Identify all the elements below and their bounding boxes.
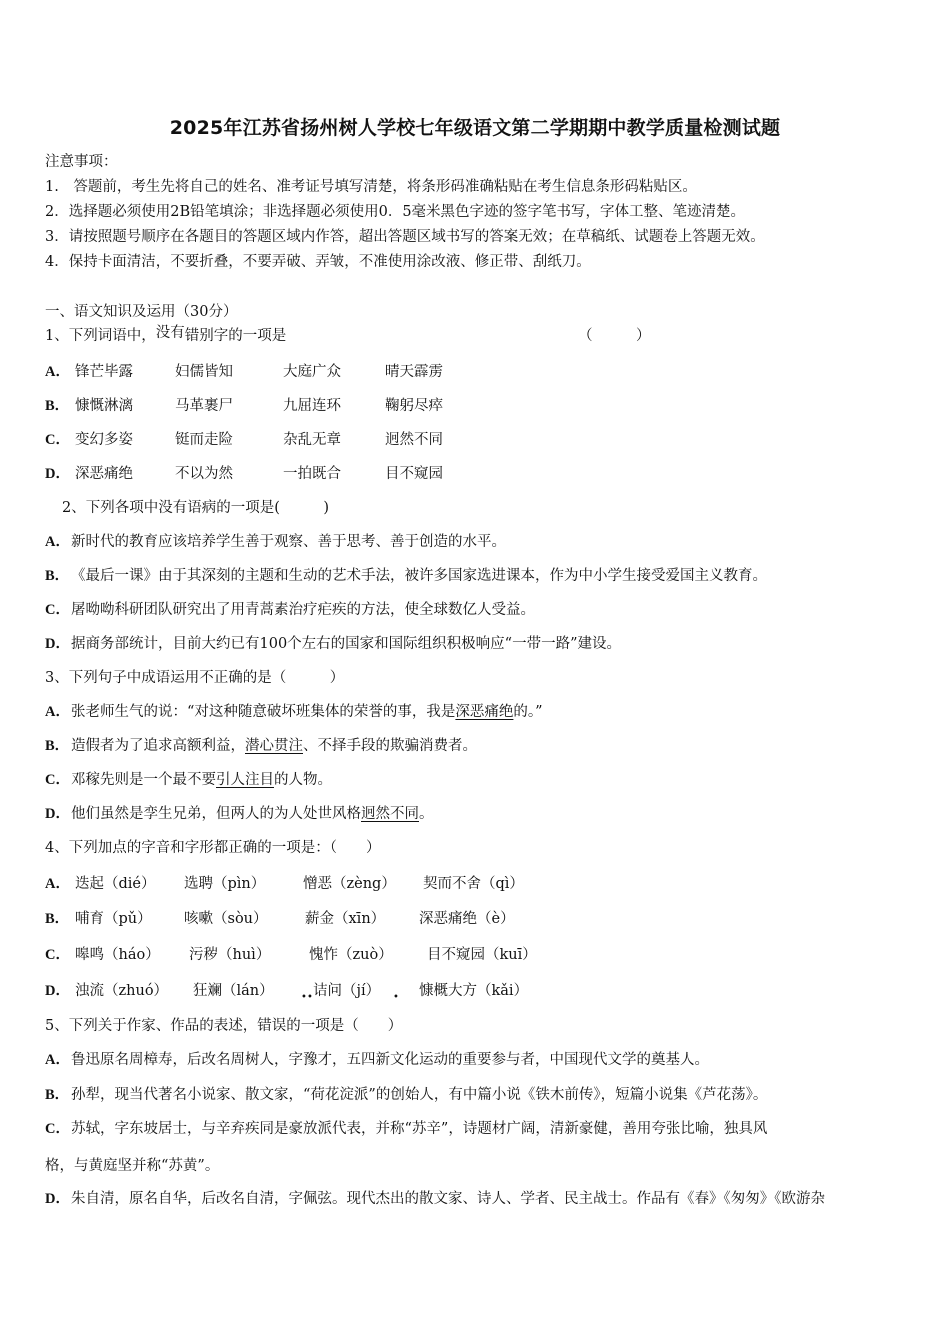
stem-part: 1、下列词语中， (45, 328, 156, 344)
word: 鞠躬尽瘁 (385, 398, 443, 414)
word: 慷慨淋漓 (75, 398, 133, 414)
option-text: 的。” (513, 704, 543, 720)
option-text: 的人物。 (274, 772, 332, 788)
word: 锋芒毕露 (75, 364, 133, 380)
option-line (45, 634, 621, 654)
option-label: C． (45, 432, 70, 448)
stem-emphasis: 没有 (155, 325, 185, 341)
question-3-stem: 3、下列句子中成语运用不正确的是（ ） (45, 670, 345, 686)
option-line (45, 566, 767, 586)
option-line-continued: 格，与黄庭坚并称“苏黄”。 (45, 1158, 220, 1174)
emphasis-dot: • (307, 992, 313, 1003)
option-label: C． (45, 772, 70, 788)
pinyin-item: 浊流（zhuó） (75, 983, 169, 999)
word: 铤而走险 (175, 432, 233, 448)
pinyin-item: 污秽（huì） (189, 947, 271, 963)
option-line (45, 1119, 767, 1139)
option-line (45, 770, 332, 790)
option-line (45, 1050, 709, 1070)
pinyin-item: 契而不舍（qì） (423, 876, 524, 892)
option-line (45, 1085, 767, 1105)
option-line (45, 702, 543, 722)
notice-heading: 注意事项： (45, 154, 118, 170)
option-label: B． (45, 1087, 70, 1103)
option-label: B． (45, 911, 70, 927)
option-label: B． (45, 738, 70, 754)
option-text: 据商务部统计，目前大约已有100个左右的国家和国际组织积极响应“一带一路”建设。 (71, 636, 621, 652)
option-label: D． (45, 983, 70, 999)
pinyin-item: 选聘（pìn） (184, 876, 266, 892)
pinyin-item: 诘问（jí） (313, 983, 381, 999)
word: 晴天霹雳 (385, 364, 443, 380)
pinyin-item: 深恶痛绝（è） (419, 911, 515, 927)
option-line (45, 804, 434, 824)
option-text: 苏轼，字东坡居士，与辛弃疾同是豪放派代表，并称“苏辛”，诗题材广阔，清新豪健，善用夸张比喻，独具风 (71, 1121, 768, 1137)
underlined-idiom: 深恶痛绝 (455, 704, 514, 720)
option-label: B． (45, 568, 70, 584)
option-label: A． (45, 704, 70, 720)
option-text: 新时代的教育应该培养学生善于观察、善于思考、善于创造的水平。 (71, 534, 506, 550)
option-text: 邓稼先则是一个最不要 (71, 772, 216, 788)
option-text: 屠呦呦科研团队研究出了用青蒿素治疗疟疾的方法，使全球数亿人受益。 (71, 602, 535, 618)
option-label: A． (45, 876, 70, 892)
pinyin-item: 迭起（dié） (75, 876, 156, 892)
option-label: A． (45, 1052, 70, 1068)
option-text: 孙犁，现当代著名小说家、散文家，“荷花淀派”的创始人，有中篇小说《铁木前传》，短篇小说集《芦花荡》。 (71, 1087, 768, 1103)
underlined-idiom: 引人注目 (216, 772, 274, 788)
section-heading: 一、语文知识及运用（30分） (45, 304, 238, 320)
answer-paren: （ ） (578, 328, 651, 344)
option-text: 朱自清，原名自华，后改名自清，字佩弦。现代杰出的散文家、诗人、学者、民主战士。作品有《春》《匆匆》《欧游杂 (71, 1191, 825, 1207)
emphasis-dot: • (301, 992, 307, 1003)
emphasis-dot: • (393, 992, 399, 1003)
pinyin-item: 愧怍（zuò） (309, 947, 393, 963)
pinyin-item: 狂斓（lán） (193, 983, 274, 999)
option-text: 鲁迅原名周樟寿，后改名周树人，字豫才，五四新文化运动的重要参与者，中国现代文学的奠基人。 (71, 1052, 709, 1068)
option-text: 。 (419, 806, 434, 822)
stem-part: 错别字的一项是 (184, 328, 287, 344)
pinyin-item: 咳嗽（sòu） (184, 911, 268, 927)
word: 一拍既合 (283, 466, 341, 482)
word: 深恶痛绝 (75, 466, 133, 482)
option-label: D． (45, 636, 70, 652)
underlined-idiom: 潜心贯注 (245, 738, 303, 754)
option-text: 《最后一课》由于其深刻的主题和生动的艺术手法，被许多国家选进课本，作为中小学生接受爱国主义教育。 (71, 568, 767, 584)
option-text: 他们虽然是孪生兄弟，但两人的为人处世风格 (71, 806, 361, 822)
notice-item: 2．选择题必须使用2B铅笔填涂；非选择题必须使用0．5毫米黑色字迹的签字笔书写，字体工整、笔迹清楚。 (45, 204, 746, 220)
pinyin-item: 嗥鸣（háo） (75, 947, 160, 963)
option-label: A． (45, 534, 70, 550)
question-1-stem (45, 326, 286, 346)
option-label: D． (45, 1191, 70, 1207)
pinyin-item: 目不窥园（kuī） (427, 947, 537, 963)
word: 目不窥园 (385, 466, 443, 482)
option-text: 、不择手段的欺骗消费者。 (303, 738, 477, 754)
word: 变幻多姿 (75, 432, 133, 448)
option-text: 造假者为了追求高额利益， (71, 738, 245, 754)
option-label: B． (45, 398, 70, 414)
option-label: C． (45, 602, 70, 618)
option-line (45, 532, 506, 552)
word: 大庭广众 (283, 364, 341, 380)
page-title: 2025年江苏省扬州树人学校七年级语文第二学期期中教学质量检测试题 (169, 117, 781, 139)
option-line (45, 600, 535, 620)
option-label: D． (45, 466, 70, 482)
pinyin-item: 憎恶（zèng） (303, 876, 396, 892)
option-line (45, 1189, 825, 1209)
pinyin-item: 慷概大方（kǎi） (419, 983, 529, 999)
option-label: C． (45, 947, 70, 963)
word: 不以为然 (175, 466, 233, 482)
question-2-stem: 2、下列各项中没有语病的一项是( ) (62, 500, 330, 516)
question-4-stem: 4、下列加点的字音和字形都正确的一项是：（ ） (45, 840, 381, 856)
option-label: D． (45, 806, 70, 822)
word: 马革裹尸 (175, 398, 233, 414)
pinyin-item: 哺育（pǔ） (75, 911, 152, 927)
question-5-stem: 5、下列关于作家、作品的表述，错误的一项是（ ） (45, 1018, 403, 1034)
option-label: A． (45, 364, 70, 380)
word: 妇儒皆知 (175, 364, 233, 380)
notice-item: 4．保持卡面清洁，不要折叠，不要弄破、弄皱，不准使用涂改液、修正带、刮纸刀。 (45, 254, 591, 270)
option-text: 张老师生气的说：“对这种随意破坏班集体的荣誉的事，我是 (71, 704, 456, 720)
option-line (45, 736, 477, 756)
pinyin-item: 薪金（xīn） (305, 911, 386, 927)
notice-item: 1. 答题前，考生先将自己的姓名、准考证号填写清楚，将条形码准确粘贴在考生信息条形码粘贴区。 (45, 179, 697, 195)
underlined-idiom: 迥然不同 (361, 806, 419, 822)
option-label: C． (45, 1121, 70, 1137)
notice-item: 3．请按照题号顺序在各题目的答题区域内作答，超出答题区域书写的答案无效；在草稿纸、试题卷上答题无效。 (45, 229, 765, 245)
word: 杂乱无章 (283, 432, 341, 448)
word: 迥然不同 (385, 432, 443, 448)
word: 九屈连环 (283, 398, 341, 414)
